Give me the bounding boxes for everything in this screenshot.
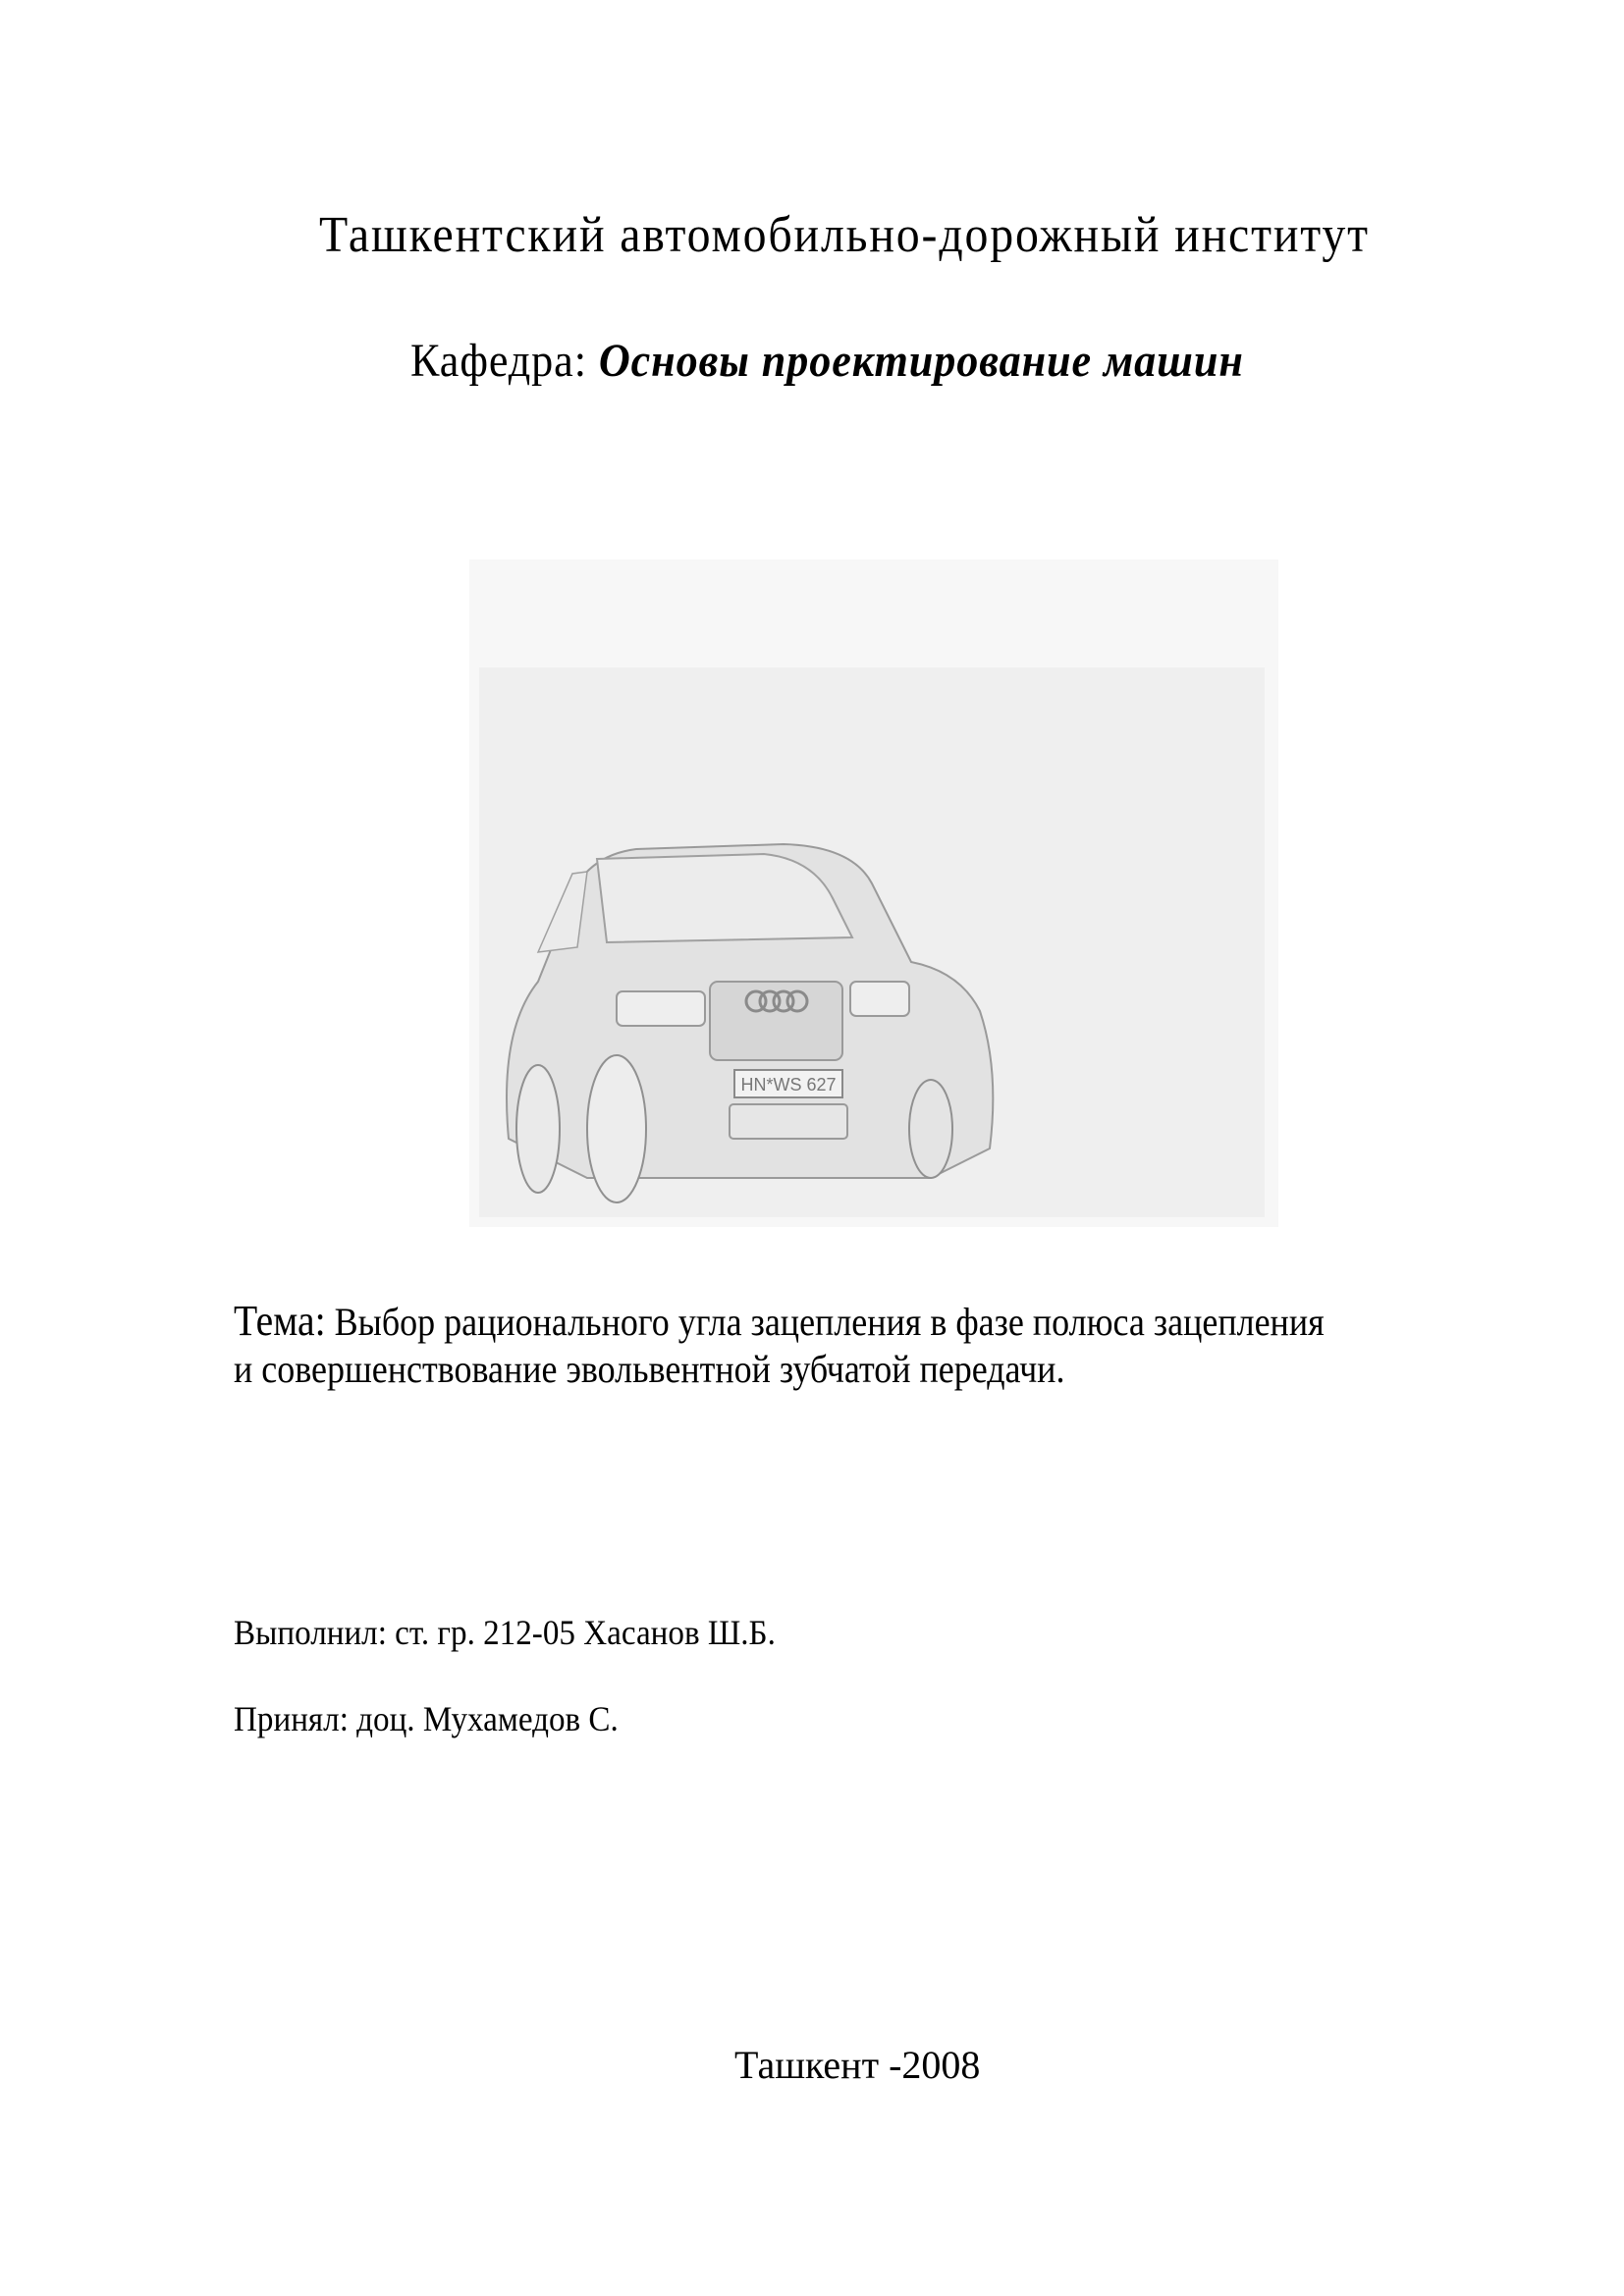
car-photo (469, 560, 1278, 1227)
department-label: Кафедра: (410, 335, 587, 387)
city-year: Ташкент -2008 (734, 2043, 981, 2087)
accepted-by: Принял: доц. Мухамедов С. (234, 1699, 619, 1738)
topic-line-1: Выбор рационального угла зацепления в фазе полюса зацепления (334, 1300, 1325, 1344)
department-name: Основы проектирование машин (598, 335, 1244, 387)
car-sketch-icon (469, 560, 1278, 1227)
institute-title: Ташкентский автомобильно-дорожный институт (319, 207, 1370, 263)
topic-label: Тема: (234, 1297, 326, 1345)
topic-block (234, 1298, 1325, 1393)
department-line (410, 334, 1244, 388)
svg-text:HN*WS 627: HN*WS 627 (740, 1075, 837, 1095)
performed-by: Выполнил: ст. гр. 212-05 Хасанов Ш.Б. (234, 1613, 776, 1652)
topic-line-2: и совершенствование эвольвентной зубчатой передачи. (234, 1347, 1065, 1391)
